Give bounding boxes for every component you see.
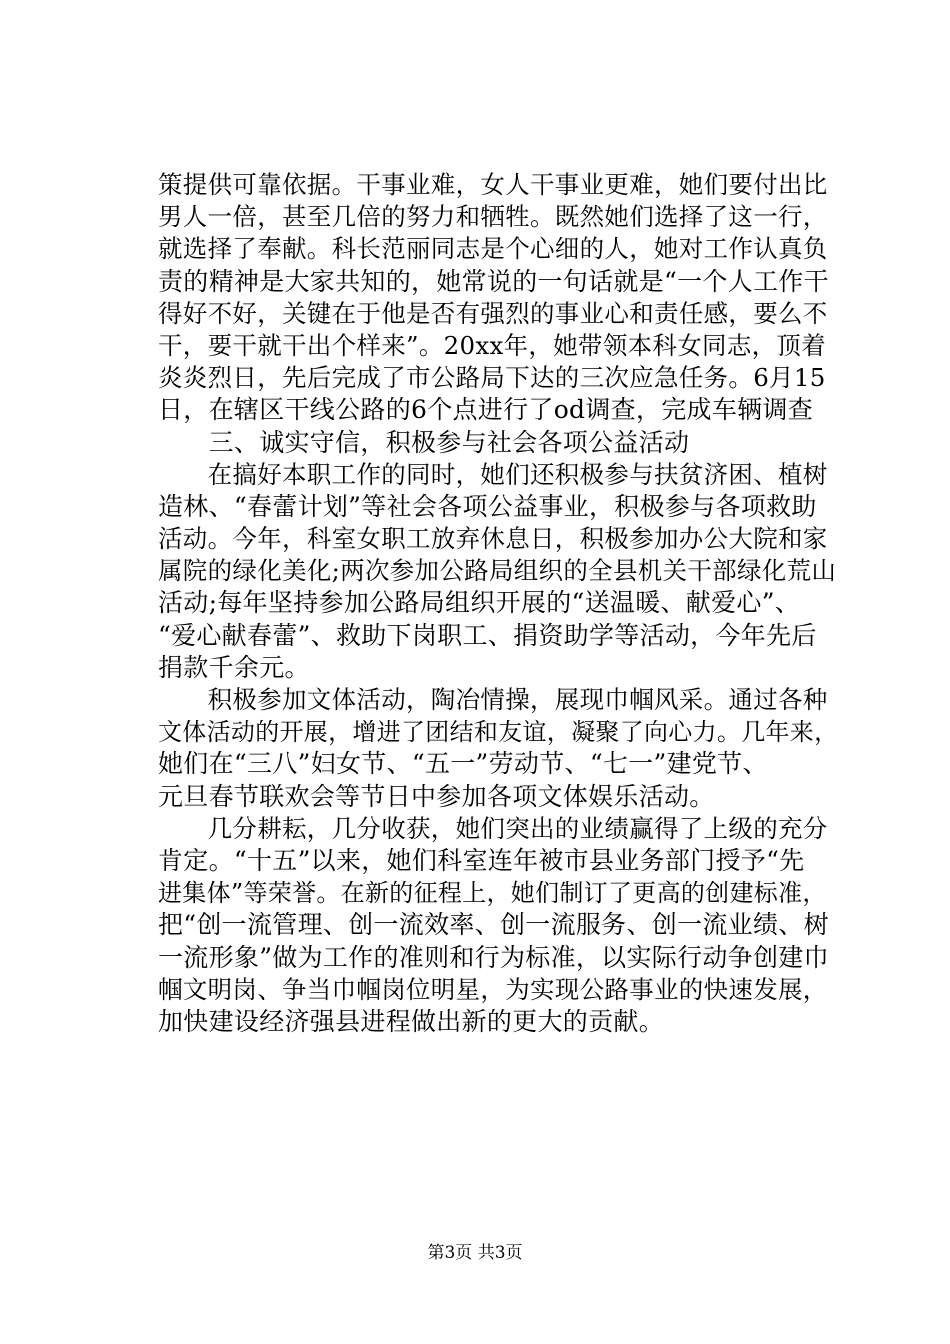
text-line: 加快建设经济强县进程做出新的更大的贡献。 [158,1006,665,1036]
section-heading: 三、诚实守信，积极参与社会各项公益活动 [158,427,690,457]
text-line: 她们在“三八”妇女节、“五一”劳动节、“七一”建党节、 [158,749,768,779]
text-line: 在搞好本职工作的同时，她们还积极参与扶贫济困、植树 [158,459,828,489]
text-line: 把“创一流管理、创一流效率、创一流服务、创一流业绩、树 [158,910,829,940]
text-line: 文体活动的开展，增进了团结和友谊，凝聚了向心力。几年来， [158,718,839,747]
text-line: 男人一倍，甚至几倍的努力和牺牲。既然她们选择了这一行， [158,202,828,232]
text-line: 策提供可靠依据。干事业难，女人干事业更难，她们要付出比 [158,170,828,199]
text-line: 就选择了奉献。科长范丽同志是个心细的人，她对工作认真负 [158,234,828,264]
page-number: 第3页 共3页 [427,1243,523,1263]
text-line: 活动。今年，科室女职工放弃休息日，积极参加办公大院和家 [158,524,828,554]
text-line: 积极参加文体活动，陶冶情操，展现巾帼风采。通过各种 [158,685,828,714]
text-line: 属院的绿化美化;两次参加公路局组织的全县机关干部绿化荒山 [158,556,837,586]
text-line: 造林、“春蕾计划”等社会各项公益事业，积极参与各项救助 [158,491,817,521]
text-line: 得好不好，关键在于他是否有强烈的事业心和责任感，要么不 [158,298,828,328]
text-line: 活动;每年坚持参加公路局组织开展的“送温暖、献爱心”、 [158,588,801,618]
text-line: 干，要干就干出个样来”。20xx年，她带领本科女同志，顶着 [158,330,827,360]
text-line: 几分耕耘，几分收获，她们突出的业绩赢得了上级的充分 [158,813,828,843]
text-line: 进集体”等荣誉。在新的征程上，她们制订了更高的创建标准， [158,879,827,908]
text-line: 捐款千余元。 [158,652,310,682]
page-footer [0,1238,950,1263]
text-line: 肯定。“十五”以来，她们科室连年被市县业务部门授予“先 [158,845,805,875]
text-line: 责的精神是大家共知的，她常说的一句话就是“一个人工作干 [158,266,829,296]
text-line: “爱心献春蕾”、救助下岗职工、捐资助学等活动，今年先后 [158,620,817,650]
text-line: 日，在辖区干线公路的6个点进行了od调查，完成车辆调查 [158,395,814,425]
text-line: 元旦春节联欢会等节日中参加各项文体娱乐活动。 [158,781,715,811]
text-line: 帼文明岗、争当巾帼岗位明星，为实现公路事业的快速发展， [158,974,828,1004]
body-text [158,169,838,1038]
text-line: 炎炎烈日，先后完成了市公路局下达的三次应急任务。6月15 [158,363,826,393]
text-line: 一流形象”做为工作的准则和行为标准，以实际行动争创建巾 [158,942,829,972]
